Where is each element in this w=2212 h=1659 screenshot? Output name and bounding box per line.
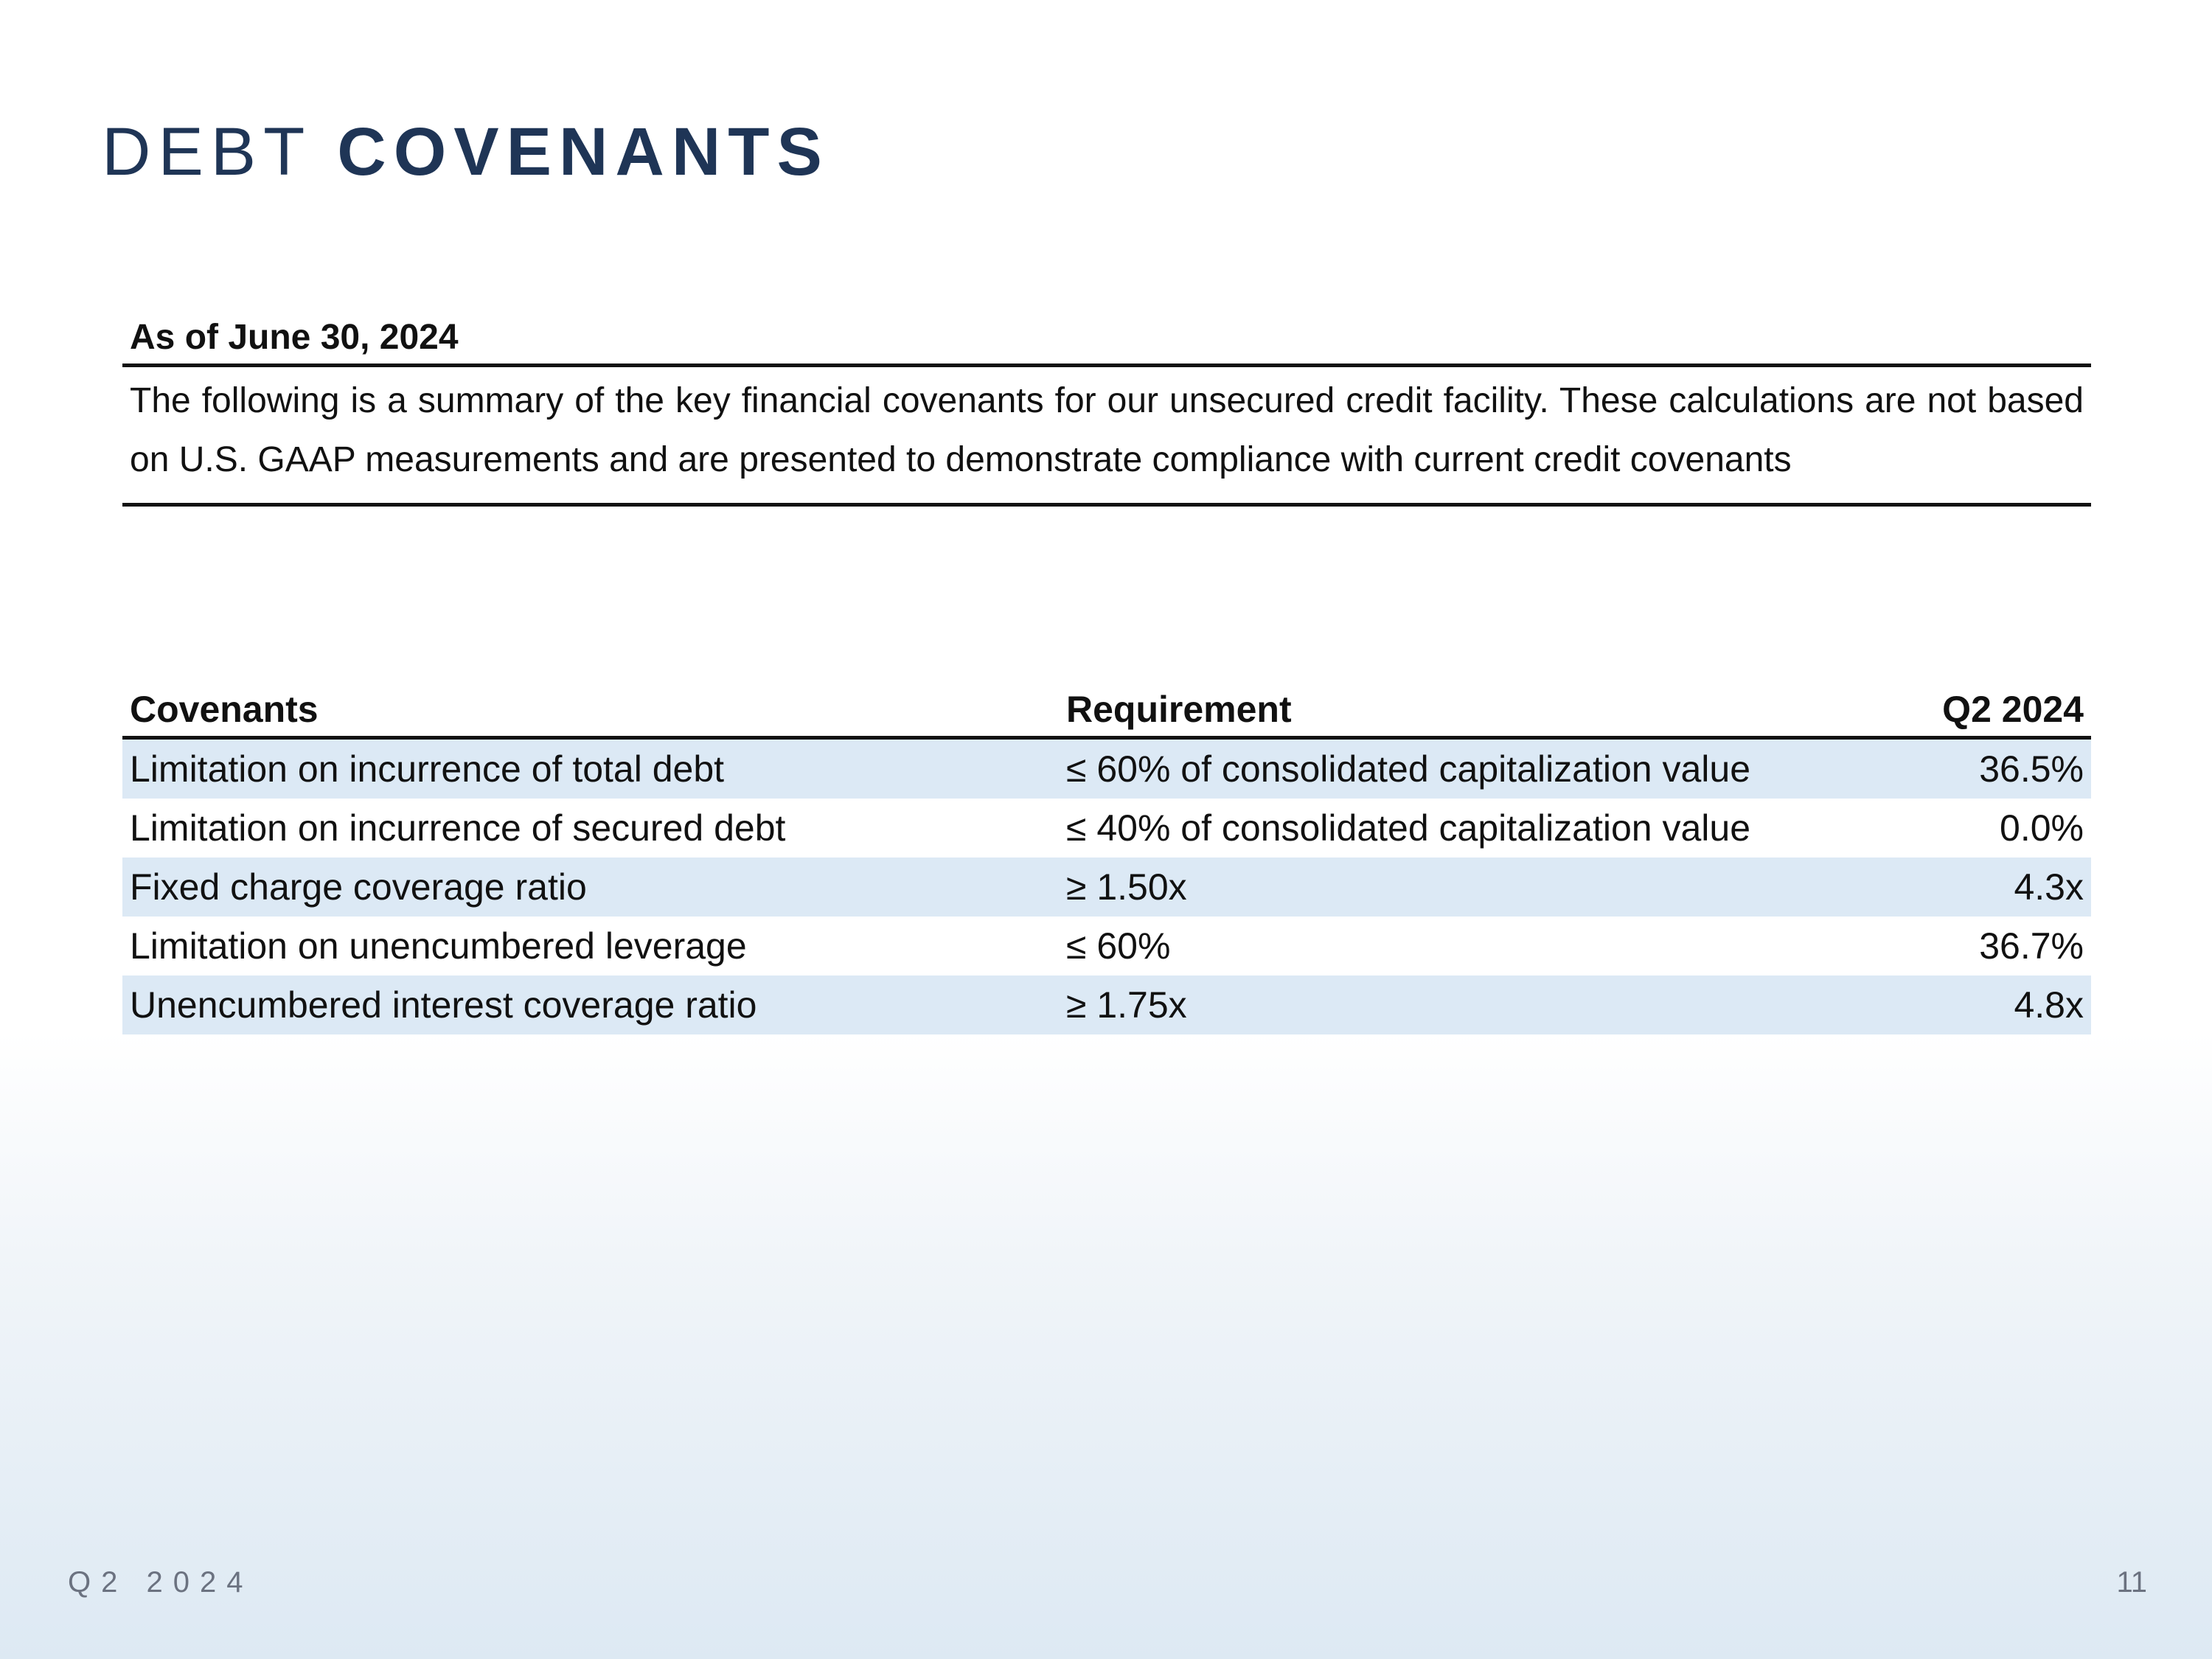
table-header-row (122, 678, 2091, 738)
requirement-cell: ≥ 1.50x (1059, 858, 1921, 917)
requirement-cell: ≤ 60% of consolidated capitalization value (1059, 738, 1921, 799)
covenant-cell: Unencumbered interest coverage ratio (122, 975, 1059, 1034)
value-cell: 36.7% (1979, 925, 2084, 967)
header-requirement: Requirement (1059, 678, 1921, 738)
footer-period: Q2 2024 (68, 1566, 254, 1599)
requirement-cell: ≤ 60% (1066, 925, 1171, 967)
table-row (122, 738, 2091, 799)
value-cell: 4.8x (1921, 975, 2091, 1034)
covenants-table (122, 678, 2091, 1034)
value-cell: 4.3x (1921, 858, 2091, 917)
page-title (102, 114, 830, 189)
table-row (122, 858, 2091, 917)
covenant-cell: Fixed charge coverage ratio (122, 858, 1059, 917)
value-cell: 36.5% (1921, 738, 2091, 799)
page-number: 11 (2116, 1566, 2147, 1599)
covenant-cell: Limitation on incurrence of total debt (122, 738, 1059, 799)
requirement-cell: ≥ 1.75x (1059, 975, 1921, 1034)
header-q2-2024: Q2 2024 (1921, 678, 2091, 738)
requirement-cell: ≤ 40% of consolidated capitalization value (1066, 807, 1751, 849)
page-title-light: DEBT (102, 114, 311, 189)
table-row (122, 799, 2091, 858)
summary-heading: As of June 30, 2024 (122, 317, 2091, 367)
header-covenants: Covenants (122, 678, 1059, 738)
page-title-bold: COVENANTS (337, 114, 830, 189)
table-row (122, 917, 2091, 975)
covenant-cell: Limitation on incurrence of secured debt (130, 807, 786, 849)
table-row (122, 975, 2091, 1034)
summary-text: The following is a summary of the key financial covenants for our unsecured credit facility. These calculations are not based on U.S. GAAP measurements and are presented to demonstrate compliance with current credit covenants (122, 367, 2091, 507)
value-cell: 0.0% (2000, 807, 2084, 849)
covenant-summary (122, 317, 2091, 507)
covenant-cell: Limitation on unencumbered leverage (130, 925, 747, 967)
